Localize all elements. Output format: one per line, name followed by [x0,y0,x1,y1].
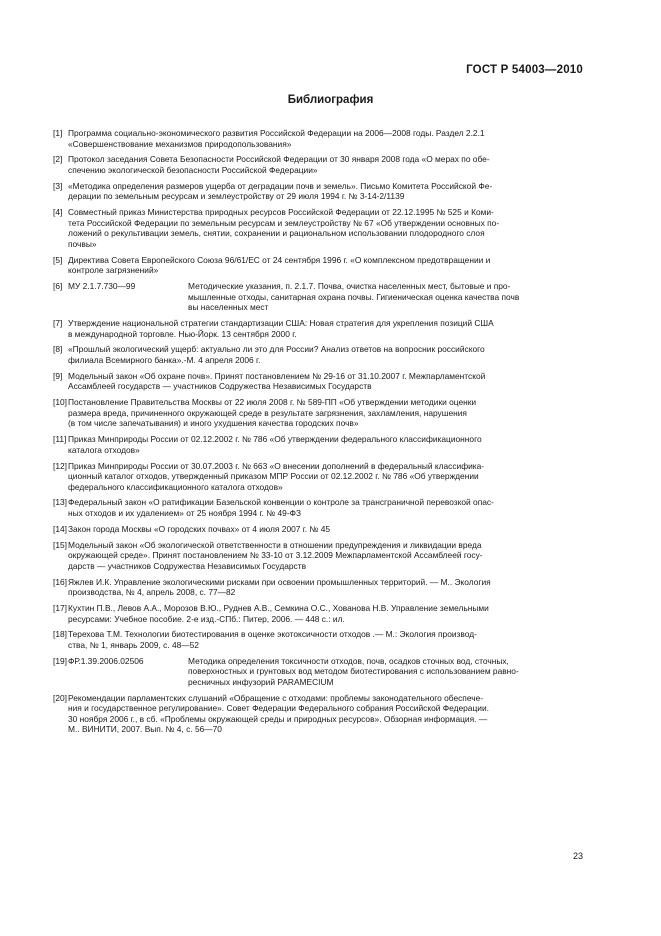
entry-number: [20] [53,692,67,703]
entry-number: [16] [53,576,67,587]
entry-text-line: поверхностных и грунтовых вод методом биотестирования с использованием равно- [188,666,519,677]
entry-text-line: Рекомендации парламентских слушаний «Обращение с отходами: проблемы законодательного обеспече- [68,692,484,703]
bibliography-entry [53,154,585,175]
bibliography-entry [53,461,585,493]
entry-text [188,281,585,313]
entry-text-line: тета Российской Федерации по земельным ресурсам и землеустройству № 67 «Об утверждении основных по- [68,217,500,228]
entry-text-line: федерального классификационного каталога отходов» [68,481,283,492]
entry-text-line: Модельный закон «Об охране почв». Принят постановлением № 29-16 от 31.10.2007 г. Межпарламентской [68,370,486,381]
entry-number: [17] [53,602,67,613]
entry-text-line: «Прошлый экологический ущерб: актуально ли это для России? Анализ ответов на вопросник российского [68,344,485,355]
bibliography-entry [53,255,585,276]
entry-number: [12] [53,460,67,471]
entry-text-line: мышленные отходы, санитарная охрана почвы. Гигиеническая оценка качества почв [188,291,520,302]
entry-text-line: дарств — участников Содружества Независимых Государств [68,560,307,571]
entry-text-line: М.. ВИНИТИ, 2007. Вып. № 4, с. 56—70 [68,724,222,735]
entry-text-line: Модельный закон «Об экологической ответственности в отношении предупреждения и ликвидации вреда [68,539,482,550]
entry-number: [7] [53,318,63,329]
entry-text-line: Совместный приказ Министерства природных ресурсов Российской Федерации от 22.12.1995 № 525 и Коми- [68,207,494,218]
bibliography-entry [53,524,585,535]
entry-text [68,540,585,572]
entry-text [68,255,585,276]
entry-number: [15] [53,539,67,550]
entry-text-line: филиала Всемирного банка».-М. 4 апреля 2006 г. [68,355,261,365]
bibliography-entry [53,344,585,365]
bibliography-entry [53,577,585,598]
entry-text [68,318,585,339]
document-id: ГОСТ Р 54003—2010 [466,64,583,76]
bibliography-entry [53,181,585,202]
entry-number: [9] [53,370,63,381]
entry-text-line: Программа социально-экономического развития Российской Федерации на 2006—2008 годы. Раздел 2.2.1 [68,128,485,138]
entry-number: [3] [53,180,63,191]
entry-text-line: Методика определения токсичности отходов, почв, осадков сточных вод, сточных, [188,655,509,666]
entry-number: [1] [53,128,63,138]
bibliography-list [53,128,585,740]
entry-number: [11] [53,434,67,445]
page-number: 23 [572,851,583,861]
entry-number: [4] [53,207,63,218]
entry-text-line: «Методика определения размеров ущерба от деградации почв и земель». Письмо Комитета Российской Фе- [68,180,493,191]
bibliography-entry [53,281,585,313]
entry-text [68,397,585,429]
entry-text [68,461,585,493]
entry-text-line: ства, № 1, январь 2009, с. 48—52 [68,639,199,650]
entry-text-line: Приказ Минприроды России от 30.07.2003 г. № 663 «О внесении дополнений в федеральный классифика- [68,460,485,471]
entry-text-line: почвы» [68,238,97,249]
entry-number: [8] [53,344,63,355]
entry-text-line: ресничных инфузорий PARAMECIUM [188,676,334,687]
entry-text [68,577,585,598]
entry-text-line: ционный каталог отходов, утвержденный приказом МПР России от 02.12.2002 г. № 786 «Об утверждении [68,471,479,482]
bibliography-entry [53,434,585,455]
entry-number: [6] [53,281,63,292]
entry-text-line: размера вреда, причиненного окружающей среде в результате загрязнения, захламления, нарушения [68,407,467,418]
entry-text [68,434,585,455]
bibliography-entry [53,603,585,624]
entry-text-line: окружающей среде». Принят постановлением № 33-10 от 3.12.2009 Межпарламентской Ассамблеей госу- [68,550,483,561]
bibliography-entry [53,397,585,429]
entry-text-line: в международной торговле. Нью-Йорк. 13 сентября 2000 г. [68,328,297,339]
entry-text [68,371,585,392]
entry-text-line: Приказ Минприроды России от 02.12.2002 г. № 786 «Об утверждении федерального классификационного [68,434,482,445]
entry-number: [2] [53,154,63,165]
entry-number: [18] [53,629,67,640]
bibliography-entry [53,629,585,650]
entry-text [68,693,585,735]
entry-text-line: (в том числе запечатывания) и иного ухудшения качества городских почв» [68,418,359,429]
entry-text-line: 30 ноября 2006 г., в сб. «Проблемы окружающей среды и природных ресурсов». Обзорная информация. — [68,713,488,724]
entry-text-line: «Совершенствование механизмов природопользования» [68,138,292,149]
entry-text [68,181,585,202]
entry-text [68,154,585,175]
entry-code: ФР.1.39.2006.02506 [68,655,144,666]
entry-text-line: ния и государственное регулирование». Совет Федерации Федерального собрания Российской Федерации. [68,703,489,714]
entry-number: [5] [53,254,63,265]
entry-text [68,524,585,535]
entry-text-line: производства, № 4, апрель 2008, с. 77—82 [68,587,236,598]
bibliography-entry [53,497,585,518]
entry-text [68,603,585,624]
entry-text-line: вы населенных мест [188,302,269,313]
entry-text [68,207,585,249]
entry-text [188,656,585,688]
bibliography-entry [53,371,585,392]
entry-number: [19] [53,655,67,666]
entry-text-line: ресурсами: Учебное пособие. 2-е изд.-СПб.: Питер, 2006. — 448 с.: ил. [68,613,345,624]
bibliography-entry [53,207,585,249]
bibliography-entry [53,540,585,572]
entry-text-line: Ассамблеей государств — участников Содружества Независимых Государств [68,381,372,392]
bibliography-entry [53,128,585,149]
entry-text-line: Директива Совета Европейского Союза 96/61/ЕС от 24 сентября 1996 г. «О комплексном предотвращении и [68,254,491,265]
entry-text-line: Кухтин П.В., Левов А.А., Морозов В.Ю., Руднев А.В., Семкина О.С., Хованова Н.В. Управление земельными [68,602,489,613]
entry-text-line: ных отходов и их удалением» от 25 ноября 1994 г. № 49-ФЗ [68,508,302,519]
entry-text [68,344,585,365]
entry-text-line: Утверждение национальной стратегии стандартизации США: Новая стратегия для укрепления позиций США [68,318,494,329]
entry-text-line: Закон города Москвы «О городских почвах» от 4 июля 2007 г. № 45 [68,523,331,534]
entry-number: [10] [53,397,67,408]
entry-text-line: Методические указания, п. 2.1.7. Почва, очистка населенных мест, бытовые и про- [188,281,511,292]
entry-text-line: дерации по земельным ресурсам и землеустройству от 29 июля 1994 г. № 3-14-2/1139 [68,191,405,202]
entry-text-line: Терехова Т.М. Технологии биотестирования в оценке экотоксичности отходов .— М.: Экология производ- [68,629,477,640]
entry-text-line: Федеральный закон «О ратификации Базельской конвенции о контроле за трансграничной перевозкой опас- [68,497,494,508]
entry-text [68,128,585,149]
entry-text-line: Постановление Правительства Москвы от 22 июля 2008 г. № 589-ПП «Об утверждении методики оценки [68,397,477,408]
entry-number: [14] [53,523,67,534]
page-title: Библиография [287,94,374,106]
entry-text [68,629,585,650]
bibliography-entry [53,656,585,688]
entry-text-line: каталога отходов» [68,444,140,455]
entry-number: [13] [53,497,67,508]
entry-code: МУ 2.1.7.730—99 [68,281,136,292]
entry-text-line: ложений о рекультивации земель, снятии, сохранении и рациональном использовании плодородного слоя [68,228,485,239]
entry-text-line: Протокол заседания Совета Безопасности Российской Федерации от 30 января 2008 года «О мерах по обе- [68,154,490,165]
entry-text-line: Яжлев И.К. Управление экологическими рисками при освоении промышленных территорий. — М.. Экология [68,576,491,587]
entry-text-line: спечению экологической безопасности Российской Федерации» [68,164,318,175]
entry-text [68,497,585,518]
bibliography-entry [53,318,585,339]
bibliography-entry [53,693,585,735]
entry-text-line: контроле загрязнений» [68,265,159,276]
